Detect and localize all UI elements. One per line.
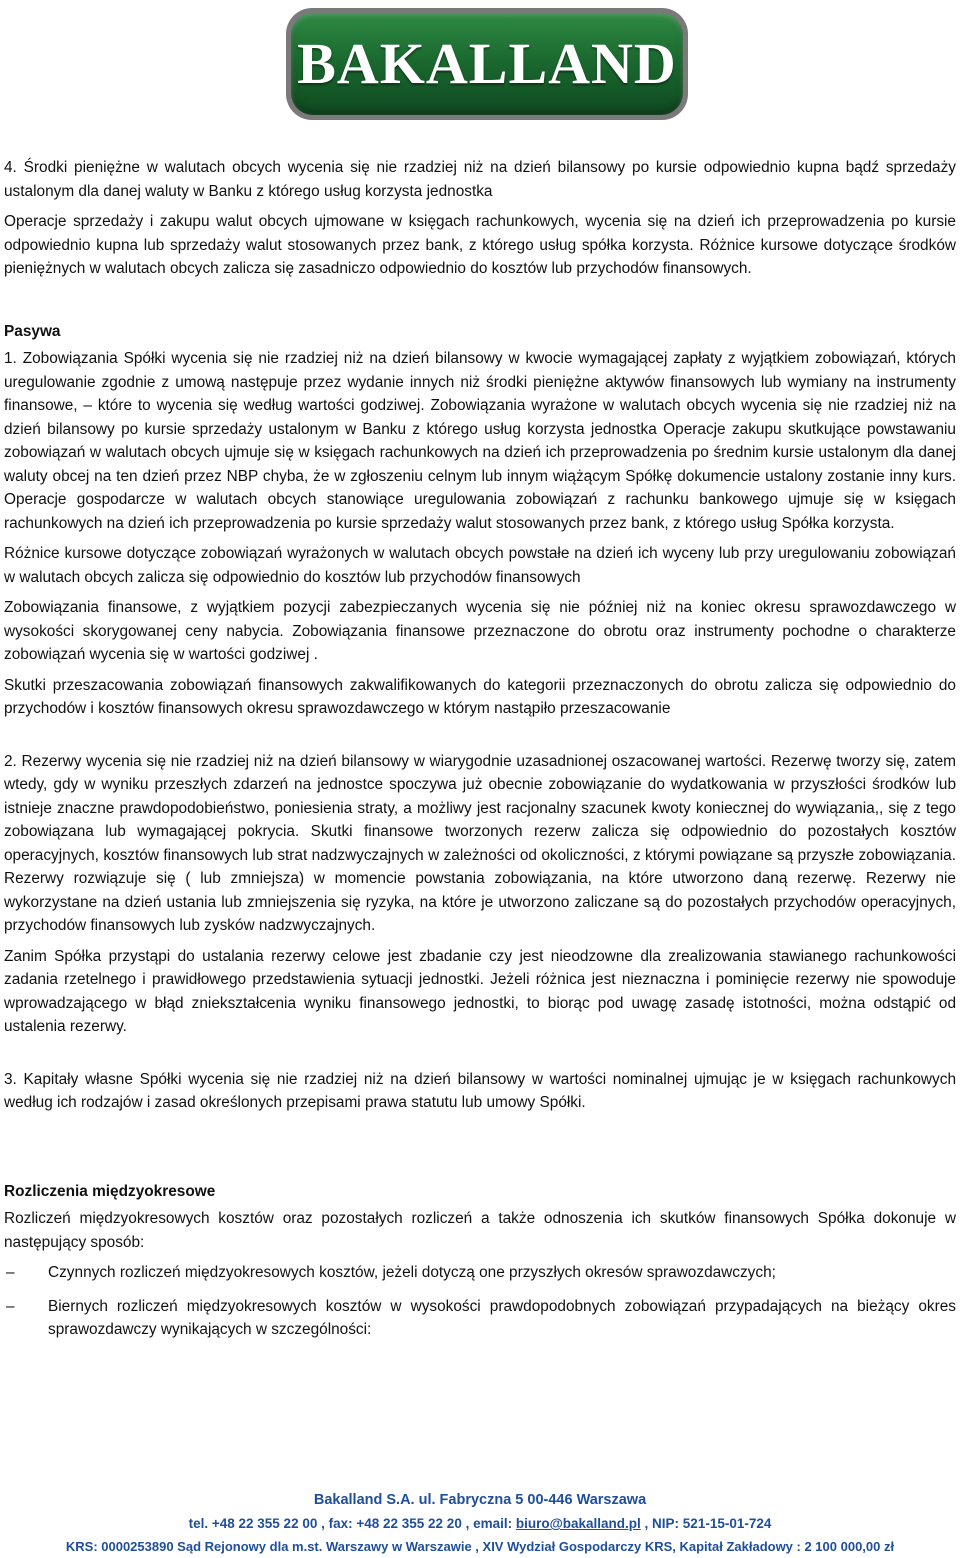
footer-nip: , NIP: 521-15-01-724 [640, 1516, 772, 1531]
list-item-text: Biernych rozliczeń międzyokresowych kosztów w wysokości prawdopodobnych zobowiązań przypadających na bieżący okres sprawozdawczy wynikających w szczególności: [48, 1297, 956, 1338]
footer-registry: KRS: 0000253890 Sąd Rejonowy dla m.st. Warszawy w Warszawie , XIV Wydział Gospodarczy KRS, Kapitał Zakładowy : 2 100 000,00 zł [65, 1539, 895, 1554]
paragraph-revaluation-effects: Skutki przeszacowania zobowiązań finansowych zakwalifikowanych do kategorii przeznaczonych do obrotu zalicza się odpowiednio do przychodów i kosztów finansowych okresu sprawozdawczego w którym nastąpiło przeszacowanie [4, 676, 956, 717]
spacer [4, 1046, 956, 1068]
paragraph-exchange-differences: Różnice kursowe dotyczące zobowiązań wyrażonych w walutach obcych powstałe na dzień ich wyceny lub przy uregulowaniu zobowiązań w walutach obcych zalicza się odpowiednio do kosztów lub przychodów finansowych [4, 545, 956, 586]
page-footer [0, 1488, 960, 1558]
logo-text: BAKALLAND [297, 31, 677, 96]
paragraph-equity: 3. Kapitały własne Spółki wycenia się nie rzadziej niż na dzień bilansowy w wartości nominalnej ujmując je w księgach rachunkowych według ich rodzajów i zasad określonych przepisami prawa statutu lub umowy Spółki. [4, 1070, 956, 1111]
footer-address: Bakalland S.A. ul. Fabryczna 5 00-446 Warszawa [313, 1492, 647, 1508]
footer-phone-fax: tel. +48 22 355 22 00 , fax: +48 22 355 22 20 , email: [188, 1516, 516, 1531]
list-item [4, 1261, 956, 1285]
paragraph-accruals-intro: Rozliczeń międzyokresowych kosztów oraz pozostałych rozliczeń a także odnoszenia ich skutków finansowych Spółka dokonuje w następujący sposób: [4, 1210, 956, 1251]
list-item-text: Czynnych rozliczeń międzyokresowych kosztów, jeżeli dotyczą one przyszłych okresów sprawozdawczych; [48, 1264, 776, 1281]
list-item [4, 1295, 956, 1342]
paragraph-financial-liabilities: Zobowiązania finansowe, z wyjątkiem pozycji zabezpieczanych wycenia się nie później niż na koniec okresu sprawozdawczego w wysokości skorygowanej ceny nabycia. Zobowiązania finansowe przeznaczone do obrotu oraz instrumenty pochodne o charakterze zobowiązań wycenia się w wartości godziwej . [4, 599, 956, 663]
spacer [4, 288, 956, 310]
spacer [4, 1122, 956, 1170]
paragraph-liabilities: 1. Zobowiązania Spółki wycenia się nie rzadziej niż na dzień bilansowy w kwocie wymagającej zapłaty z wyjątkiem zobowiązań, których uregulowanie zgodnie z umową następuje przez wydanie innych niż środki pieniężne aktywów finansowych lub wymiany na instrumenty finansowe, – które to wycenia się według wartości godziwej. Zobowiązania wyrażone w walutach obcych wycenia się nie rzadziej niż na dzień bilansowy po kursie sprzedaży ustalonym w Banku z którego usług korzysta jednostka Operacje zakupu skutkujące powstawaniu zobowiązań w walutach obcych ujmuje się w księgach rachunkowych na dzień ich przeprowadzenia po średnim kursie ustalonym dla danej waluty obcej na ten dzień przez NBP chyba, że w zgłoszeniu celnym lub innym wiążącym Spółkę dokumencie ustalony zostanie inny kurs. Operacje gospodarcze w walutach obcych stanowiące uregulowania zobowiązań z rachunku bankowego ujmuje się w księgach rachunkowych na dzień ich przeprowadzenia po kursie sprzedaży walut stosowanych przez bank, z którego usług Spółka korzysta. [4, 350, 956, 532]
list-dash-marker: – [6, 1264, 15, 1281]
heading-pasywa: Pasywa [4, 322, 61, 340]
paragraph-currency-operations: Operacje sprzedaży i zakupu walut obcych ujmowane w księgach rachunkowych, wycenia się na dzień ich przeprowadzenia po kursie odpowiednio kupna lub sprzedaży walut stosowanych przez bank, z którego usług spółka korzysta. Różnice kursowe dotyczące środków pieniężnych w walutach obcych zalicza się zasadniczo odpowiednio do kosztów lub przychodów finansowych. [4, 213, 956, 277]
document-body [4, 156, 956, 1352]
spacer [4, 728, 956, 750]
footer-email-link[interactable]: biuro@bakalland.pl [515, 1516, 641, 1531]
paragraph-provisions-materiality: Zanim Spółka przystąpi do ustalania rezerwy celowe jest zbadanie czy jest nieodzowne dla zrealizowania stawianego rachunkowości zadania rzetelnego i prawidłowego przedstawienia sytuacji jednostki. Jeżeli różnica jest nieznaczna i pominięcie rezerwy nie spowoduje wprowadzającego w błąd zniekształcenia wyniku finansowego jednostki, to biorąc pod uwagę zasadę istotności, można odstąpić od ustalenia rezerwy. [4, 947, 956, 1035]
paragraph-provisions: 2. Rezerwy wycenia się nie rzadziej niż na dzień bilansowy w wiarygodnie uzasadnionej oszacowanej wartości. Rezerwę tworzy się, zatem wtedy, gdy w wyniku przeszłych zdarzeń na jednostce spoczywa już obecnie zobowiązanie do wydatkowania w przyszłości środków lub istnieje znaczne prawdopodobieństwo, poniesienia straty, a możliwy jest racjonalny szacunek kwoty koniecznej do wywiązania,, się z tego zobowiązana lub wymagającej pokrycia. Skutki finansowe tworzonych rezerw zalicza się odpowiednio do pozostałych kosztów operacyjnych, kosztów finansowych lub strat nadzwyczajnych w zależności od okoliczności, z którymi powiązane są przyszłe zobowiązania. Rezerwy rozwiązuje się ( lub zmniejsza) w momencie powstania zobowiązania, na które utworzono daną rezerwę. Rezerwy nie wykorzystane na dzień ustania lub zmniejszenia się ryzyka, na które je utworzono zaliczane są do pozostałych przychodów operacyjnych, przychodów finansowych lub zysków nadzwyczajnych. [4, 752, 956, 934]
accruals-list [4, 1261, 956, 1342]
paragraph-cash-foreign: 4. Środki pieniężne w walutach obcych wycenia się nie rzadziej niż na dzień bilansowy po kursie odpowiednio kupna bądź sprzedaży ustalonym dla danej waluty w Banku z którego usług korzysta jednostka [4, 159, 956, 200]
bakalland-logo [286, 8, 688, 120]
list-dash-marker: – [6, 1297, 15, 1315]
heading-rozliczenia: Rozliczenia międzyokresowe [4, 1182, 216, 1200]
footer-contact [0, 1512, 960, 1536]
